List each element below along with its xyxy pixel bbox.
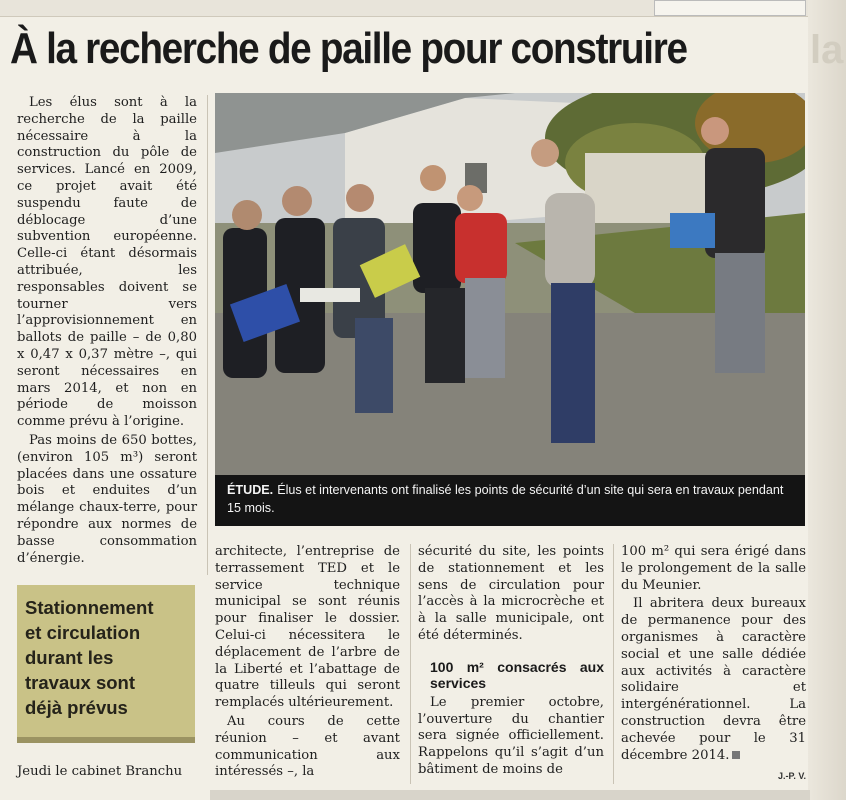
article-column-2 <box>215 544 400 781</box>
paragraph <box>621 596 806 764</box>
previous-article-strip <box>0 0 846 17</box>
sidebar-heading <box>25 595 153 720</box>
article-column-1 <box>17 95 197 567</box>
byline: J.-P. V. <box>777 771 806 782</box>
article-column-4 <box>621 544 806 785</box>
paragraph: Le premier octobre, l’ouverture du chantier sera signée officiellement. Rappelons qu’il s’agit d’un bâtiment de moins de <box>418 694 604 777</box>
sidebar-line: Stationnement <box>25 597 154 618</box>
sidebar-rule <box>17 737 195 743</box>
paragraph: sécurité du site, les points de stationnement et les sens de circulation pour l’accès à la microcrèche et à la salle municipale, ont été déterminés. <box>418 544 604 643</box>
adjacent-page-edge <box>808 0 846 800</box>
sidebar-line: travaux sont <box>25 672 136 693</box>
adjacent-ghost-text: la <box>810 28 844 72</box>
paragraph: 100 m² qui sera érigé dans le prolongement de la salle du Meunier. <box>621 544 806 593</box>
sidebar-line: durant les <box>25 647 114 668</box>
article-photo <box>215 93 805 475</box>
paragraph: Au cours de cette réunion – et avant communication aux intéressés –, la <box>215 713 400 780</box>
header-box <box>654 0 806 16</box>
column-rule <box>410 544 411 784</box>
sidebar-continuation <box>17 764 202 781</box>
paragraph: Jeudi le cabinet Branchu <box>17 764 183 779</box>
column-rule <box>207 95 208 575</box>
caption-tag: ÉTUDE. <box>227 483 274 497</box>
sidebar-line: déjà prévus <box>25 697 128 718</box>
sidebar-line: et circulation <box>25 622 141 643</box>
article-column-3 <box>418 544 604 779</box>
column-rule <box>613 544 614 784</box>
sidebar-box <box>17 585 195 743</box>
end-mark-icon <box>732 751 740 759</box>
paragraph: Les élus sont à la recherche de la paille nécessaire à la construction du pôle de services. Lancé en 2009, ce projet avait été suspendu faute de déblocage d’une subvention européenne. Celle-ci étant désormais attribuée, les responsables doivent se tourner vers l’approvisionnement en ballots de paille – de 0,80 x 0,47 x 0,37 mètre –, qui seront nécessaires en mars 2014, et non en période de moisson comme prévu à l’origine. <box>17 95 197 430</box>
paragraph: architecte, l’entreprise de terrassement TED et le service technique municipal se sont réunis pour finaliser le dossier. Celui-ci nécessitera le déplacement de l’arbre de la Liberté et l’abattage de quatre tilleuls qui seront remplacés ultérieurement. <box>215 544 400 711</box>
photo-illustration <box>215 93 805 475</box>
caption-text: Élus et intervenants ont finalisé les points de sécurité d’un site qui sera en travaux pendant 15 mois. <box>227 483 784 515</box>
bottom-edge <box>210 790 810 800</box>
photo-caption <box>215 475 805 526</box>
paragraph: Pas moins de 650 bottes, (environ 105 m³) seront placées dans une ossature bois et enduites d’un mélange chaux-terre, pour répondre aux normes de basse consommation d’énergie. <box>17 432 197 566</box>
headline: À la recherche de paille pour construire <box>10 24 687 73</box>
subheading: 100 m² consacrés aux services <box>430 658 604 691</box>
paragraph-text: Il abritera deux bureaux de permanence pour des organismes à caractère social et une salle dédiée aux activités à caractère solidaire et intergénérationnel. La construction devra être achevée pour le 31 décembre 2014. <box>621 596 806 763</box>
